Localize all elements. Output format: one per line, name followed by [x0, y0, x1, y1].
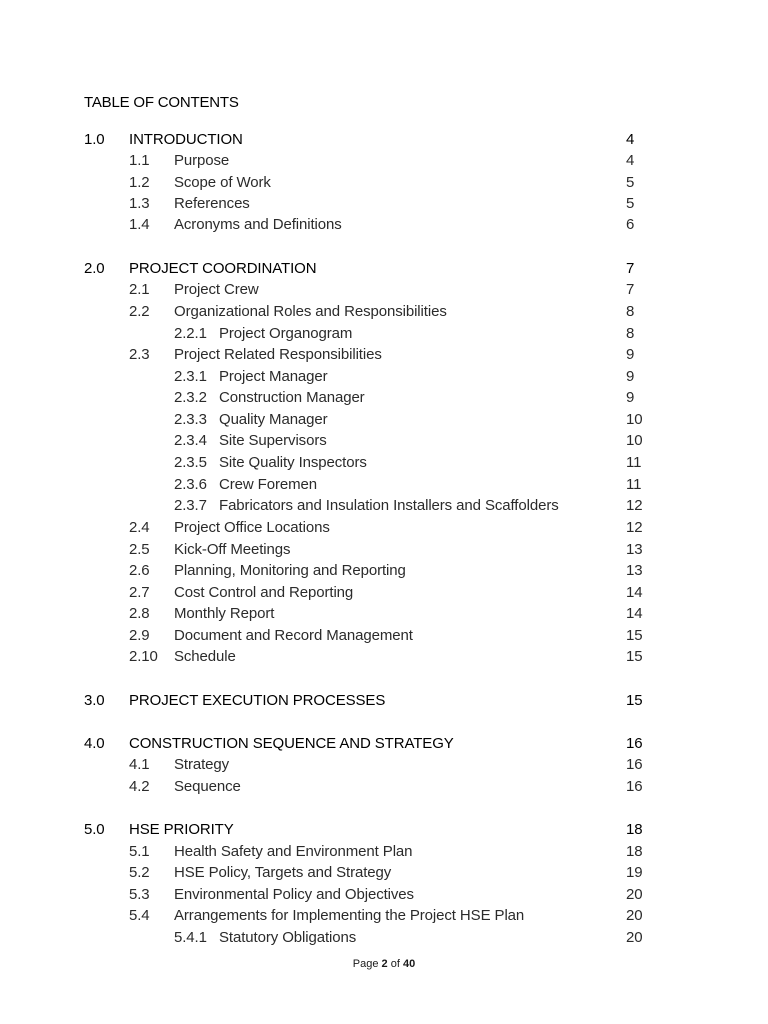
toc-entry-number: 2.8	[129, 605, 150, 622]
toc-entry-title: Sequence	[174, 778, 241, 795]
footer-current-page: 2	[381, 958, 388, 970]
toc-entry-section	[0, 734, 768, 754]
toc-entry-page: 10	[626, 432, 643, 449]
toc-entry-number: 2.9	[129, 627, 150, 644]
toc-entry-number: 1.0	[84, 131, 105, 148]
toc-entry-number: 2.7	[129, 584, 150, 601]
toc-entry-number: 5.4	[129, 907, 150, 924]
toc-entry-title: Arrangements for Implementing the Project HSE Plan	[174, 907, 525, 924]
toc-entry-number: 5.1	[129, 843, 150, 860]
toc-entry-sub	[0, 194, 768, 214]
toc-entry-subsub	[0, 928, 768, 948]
footer-total-pages: 40	[402, 958, 416, 970]
toc-entry-sub	[0, 626, 768, 646]
toc-entry-number: 2.2.1	[174, 325, 207, 342]
toc-heading: TABLE OF CONTENTS	[84, 94, 239, 111]
toc-entry-title: Acronyms and Definitions	[174, 216, 342, 233]
toc-entry-page: 6	[626, 216, 635, 233]
toc-entry-title: Project Crew	[174, 281, 259, 298]
toc-entry-sub	[0, 302, 768, 322]
toc-entry-number: 5.4.1	[174, 929, 207, 946]
toc-entry-page: 7	[626, 260, 635, 277]
toc-entry-number: 2.5	[129, 541, 150, 558]
toc-entry-number: 2.6	[129, 562, 150, 579]
toc-entry-title: Project Manager	[219, 368, 328, 385]
toc-entry-sub	[0, 842, 768, 862]
footer-prefix: Page	[352, 958, 379, 970]
toc-entry-sub	[0, 151, 768, 171]
toc-entry-page: 11	[626, 454, 642, 471]
toc-entry-number: 1.1	[129, 152, 150, 169]
toc-entry-page: 18	[626, 821, 643, 838]
toc-entry-title: Purpose	[174, 152, 230, 169]
toc-entry-title: Cost Control and Reporting	[174, 584, 354, 601]
toc-entry-number: 2.0	[84, 260, 105, 277]
toc-entry-page: 20	[626, 929, 643, 946]
toc-entry-page: 19	[626, 864, 643, 881]
toc-entry-page: 10	[626, 411, 643, 428]
toc-entry-number: 2.3.3	[174, 411, 207, 428]
toc-entry-title: Project Related Responsibilities	[174, 346, 382, 363]
toc-entry-title: References	[174, 195, 250, 212]
toc-entry-page: 4	[626, 152, 635, 169]
toc-entry-page: 4	[626, 131, 635, 148]
toc-entry-title: Monthly Report	[174, 605, 275, 622]
toc-entry-page: 16	[626, 778, 643, 795]
page-footer	[0, 956, 768, 972]
toc-entry-subsub	[0, 410, 768, 430]
toc-entry-sub	[0, 863, 768, 883]
toc-entry-number: 4.1	[129, 756, 150, 773]
toc-entry-number: 5.2	[129, 864, 150, 881]
toc-entry-title: PROJECT COORDINATION	[129, 260, 317, 277]
toc-entry-sub	[0, 604, 768, 624]
toc-entry-title: INTRODUCTION	[129, 131, 243, 148]
toc-entry-page: 13	[626, 562, 643, 579]
toc-entry-page: 9	[626, 389, 635, 406]
toc-entry-title: Site Quality Inspectors	[219, 454, 367, 471]
toc-entry-number: 5.0	[84, 821, 105, 838]
toc-entry-page: 16	[626, 756, 643, 773]
toc-entry-title: Site Supervisors	[219, 432, 327, 449]
toc-entry-number: 2.3.5	[174, 454, 207, 471]
toc-entry-page: 15	[626, 692, 643, 709]
toc-entry-page: 13	[626, 541, 643, 558]
toc-entry-sub	[0, 280, 768, 300]
toc-entry-page: 9	[626, 368, 635, 385]
toc-entry-title: Scope of Work	[174, 174, 271, 191]
toc-entry-number: 2.3.2	[174, 389, 207, 406]
toc-entry-sub	[0, 345, 768, 365]
toc-entry-sub	[0, 647, 768, 667]
toc-entry-sub	[0, 518, 768, 538]
toc-entry-number: 2.1	[129, 281, 150, 298]
toc-entry-title: Schedule	[174, 648, 236, 665]
toc-entry-sub	[0, 885, 768, 905]
toc-entry-page: 9	[626, 346, 635, 363]
toc-entry-number: 2.3.6	[174, 476, 207, 493]
toc-entry-page: 14	[626, 584, 643, 601]
toc-entry-section	[0, 259, 768, 279]
toc-entry-sub	[0, 777, 768, 797]
toc-entry-page: 12	[626, 497, 643, 514]
toc-entry-sub	[0, 906, 768, 926]
toc-entry-number: 2.3	[129, 346, 150, 363]
toc-entry-title: Document and Record Management	[174, 627, 413, 644]
toc-entry-subsub	[0, 475, 768, 495]
toc-entry-page: 5	[626, 195, 635, 212]
toc-entry-page: 15	[626, 627, 643, 644]
toc-entry-number: 4.2	[129, 778, 150, 795]
toc-entry-title: CONSTRUCTION SEQUENCE AND STRATEGY	[129, 735, 454, 752]
toc-entry-subsub	[0, 431, 768, 451]
toc-entry-subsub	[0, 367, 768, 387]
toc-entry-page: 5	[626, 174, 635, 191]
toc-entry-number: 2.3.1	[174, 368, 207, 385]
toc-entry-number: 1.2	[129, 174, 150, 191]
toc-entry-section	[0, 130, 768, 150]
toc-entry-page: 14	[626, 605, 643, 622]
toc-entry-title: Kick-Off Meetings	[174, 541, 291, 558]
toc-entry-section	[0, 691, 768, 711]
toc-entry-page: 7	[626, 281, 635, 298]
toc-entry-title: HSE Policy, Targets and Strategy	[174, 864, 392, 881]
toc-entry-title: Statutory Obligations	[219, 929, 357, 946]
toc-entry-page: 16	[626, 735, 643, 752]
toc-entry-title: PROJECT EXECUTION PROCESSES	[129, 692, 386, 709]
toc-entry-page: 8	[626, 325, 635, 342]
toc-entry-subsub	[0, 388, 768, 408]
toc-entry-number: 1.4	[129, 216, 150, 233]
toc-entry-title: Project Office Locations	[174, 519, 330, 536]
toc-entry-title: Quality Manager	[219, 411, 328, 428]
toc-entry-page: 8	[626, 303, 635, 320]
toc-entry-number: 3.0	[84, 692, 105, 709]
toc-entry-page: 15	[626, 648, 643, 665]
toc-entry-sub	[0, 755, 768, 775]
toc-entry-section	[0, 820, 768, 840]
toc-entry-title: Crew Foremen	[219, 476, 317, 493]
toc-entry-sub	[0, 215, 768, 235]
toc-entry-title: Planning, Monitoring and Reporting	[174, 562, 406, 579]
toc-entry-sub	[0, 540, 768, 560]
toc-entry-title: Project Organogram	[219, 325, 353, 342]
toc-entry-subsub	[0, 324, 768, 344]
toc-entry-title: Health Safety and Environment Plan	[174, 843, 413, 860]
toc-entry-title: Fabricators and Insulation Installers and Scaffolders	[219, 497, 559, 514]
toc-entry-number: 5.3	[129, 886, 150, 903]
toc-entry-sub	[0, 561, 768, 581]
toc-entry-number: 4.0	[84, 735, 105, 752]
toc-entry-number: 1.3	[129, 195, 150, 212]
toc-entry-page: 11	[626, 476, 642, 493]
toc-entry-title: Strategy	[174, 756, 230, 773]
toc-entry-page: 18	[626, 843, 643, 860]
toc-entry-title: Organizational Roles and Responsibilities	[174, 303, 447, 320]
toc-entry-sub	[0, 173, 768, 193]
toc-entry-sub	[0, 583, 768, 603]
toc-entry-number: 2.3.7	[174, 497, 207, 514]
toc-entry-page: 12	[626, 519, 643, 536]
toc-entry-number: 2.4	[129, 519, 150, 536]
toc-entry-title: HSE PRIORITY	[129, 821, 234, 838]
toc-entry-title: Construction Manager	[219, 389, 365, 406]
toc-entry-subsub	[0, 496, 768, 516]
toc-entry-number: 2.10	[129, 648, 158, 665]
toc-entry-subsub	[0, 453, 768, 473]
toc-entry-page: 20	[626, 907, 643, 924]
toc-entry-number: 2.3.4	[174, 432, 207, 449]
toc-entry-title: Environmental Policy and Objectives	[174, 886, 414, 903]
toc-entry-page: 20	[626, 886, 643, 903]
footer-of: of	[390, 958, 400, 970]
toc-entry-number: 2.2	[129, 303, 150, 320]
